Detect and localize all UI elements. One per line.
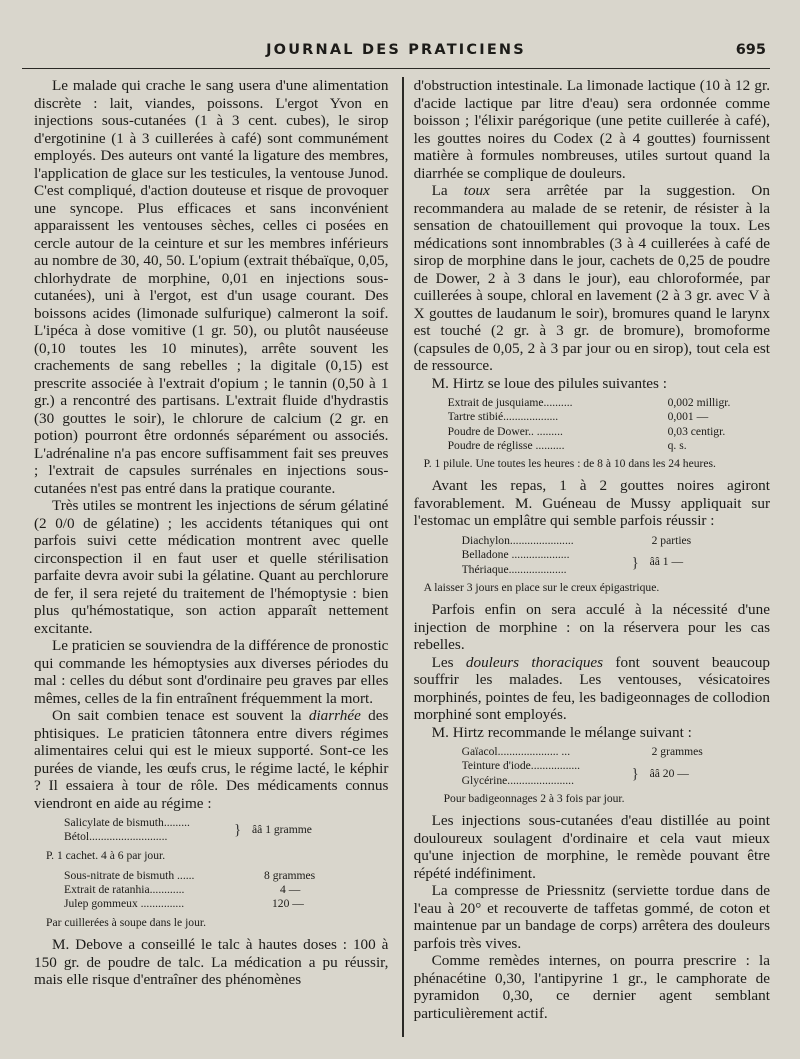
ingredient: Glycérine....................... [461, 773, 574, 787]
ingredient: Gaïacol..................... ... [461, 745, 571, 759]
prescription-plaster [462, 534, 770, 577]
paragraph-hirtz-mixture: M. Hirtz recommande le mélange suivant : [431, 723, 692, 741]
ingredient: Diachylon...................... [461, 533, 574, 547]
quantity: 0,03 centigr. [667, 424, 726, 438]
running-header [22, 34, 770, 69]
ingredient: Poudre de Dower.. ......... [447, 424, 563, 438]
paragraph-morphine-injection: Parfois enfin on sera acculé à la nécessité d'une injection de morphine : on la réservera pour les cas rebelles. [413, 601, 770, 654]
ingredient: Salicylate de bismuth......... [64, 816, 190, 829]
quantity: 0,001 — [667, 410, 709, 424]
ingredient: Sous-nitrate de bismuth ...... [64, 868, 195, 882]
paragraph-priessnitz: La compresse de Priessnitz (serviette tordue dans de l'eau à 20° et recouverte de taffetas gommé, de coton et maintenue par un bandage de corps) arrêtera des douleurs parfois très vives. [413, 882, 770, 952]
prescription-bismuth-ratanhia [64, 869, 388, 912]
brace-glyph: } [631, 554, 639, 571]
prescription-gaiacol [462, 745, 770, 788]
paragraph-cough: La toux sera arrêtée par la suggestion. On recommandera au malade de se retenir, de résister à la sensation de chatouillement qui provoque la toux. Les médications sont innombrables (3 à 4 cuillerées à café de sirop de morphine dans le jour, cachets de 0,25 de poudre de Dower, 2 à 3 dans le jour), eau chloroformée, par cuillerées à soupe, chloral en lavement (2 à 3 gr. avec V à X gouttes de laudanum le soir), bromures quand le larynx est touché (2 gr. à 3 gr. de bromure), bromoforme (capsules de 0,05, 2 à 3 par jour ou en sirop), tout cela est de ressource. [413, 182, 770, 374]
paragraph-hirtz-pills: M. Hirtz se loue des pilules suivantes : [431, 374, 667, 392]
paragraph-gelatin-serum: Très utiles se montrent les injections de sérum gélatiné (2 0/0 de gélatine) ; les accidents tétaniques qui ont parfois suivi cette médication montrent avec quelle circonspection il en faut user et quelle stérilisation parfaite devra avoir subi la gélatine. Quant au perchlorure de fer, il sera rejeté du traitement de l'hémoptysie : bien plus qu'hémostatique, son action apparaît nettement excitante. [34, 497, 389, 637]
prescription-note: Pour badigeonnages 2 à 3 fois par jour. [443, 792, 625, 806]
paragraph-talc: M. Debove a conseillé le talc à hautes doses : 100 à 150 gr. de poudre de talc. La médication a pu réussir, mais elle risque d'entraîner des phénomènes [34, 936, 389, 989]
quantity: ââ 20 — [649, 766, 689, 780]
ingredient: Extrait de jusquiame.......... [447, 396, 573, 409]
emphasis-diarrhea: diarrhée [308, 707, 361, 724]
ingredient: Tartre stibié................... [447, 410, 559, 424]
column-divider [402, 77, 403, 1037]
paragraph-hemoptysis-treatment: Le malade qui crache le sang usera d'une alimentation discrète : lait, viandes, poissons. L'ergot Yvon en injections sous-cutanées (1 à 3 cent. cubes), le sirop d'ergotinine (1 à 3 cuillerées à café) sont communément employés. Des auteurs ont vanté la ligature des membres, l'application de glace sur les testicules, la ventouse Junod. C'est compliqué, d'action douteuse et risque de provoquer une syncope. Plus efficaces et sans inconvénient apparaissent les ventouses sèches, celles ci posées en cercle autour de la ceinture et sur les membres inférieurs au nombre de 30, 40, 50. L'opium (extrait thébaïque, 0,05, chlorhydrate de morphine, 0,01 en injections sous-cutanées), uni à l'ergot, est d'un usage courant. Des boissons acides (limonade sulfurique) calmeront la soif. L'ipéca à dose vomitive (1 gr. 50), ou plutôt nauséeuse (0,10 toutes les 10 minutes), arrête souvent les crachements de sang rebelles ; la digitale (0,15) est prescrite associée à l'extrait d'opium ; le tannin (0,50 à 1 gr.) a rencontré des partisans. L'extrait fluide d'hydrastis (30 gouttes le soir), le chlorure de calcium (2 gr. en potion) pourront être ordonnés séparément ou associés. L'adrénaline n'a pas encore suffisamment fait ses preuves ; l'extrait de capsules surrénales en injections sous-cutanées n'est pas entré dans la pratique courante. [34, 77, 389, 497]
journal-title: JOURNAL DES PRATICIENS [266, 42, 526, 58]
quantity: ââ 1 gramme [252, 823, 312, 837]
ingredient: Thériaque.................... [461, 562, 567, 576]
quantity: q. s. [667, 438, 687, 452]
prescription-pills [448, 396, 770, 453]
ingredient: Teinture d'iode................. [461, 759, 581, 773]
two-column-body [22, 77, 770, 1037]
page-number: 695 [735, 42, 766, 58]
quantity: 8 grammes [264, 868, 316, 882]
brace-glyph: } [234, 822, 242, 839]
paragraph-thoracic-pain: Les douleurs thoraciques font souvent beaucoup souffrir les malades. Les ventouses, vésicatoires morphinés, pointes de feu, les badigeonnages de collodion morphiné sont employés. [413, 653, 771, 724]
quantity: 2 grammes [651, 745, 703, 759]
quantity: 0,002 milligr. [667, 396, 731, 409]
ingredient: Bétol........................... [64, 830, 168, 844]
paragraph-black-drops: Avant les repas, 1 à 2 gouttes noires agiront favorablement. M. Guéneau de Mussy appliquait sur l'estomac un emplâtre qui semble parfois réussir : [413, 477, 770, 530]
paragraph-distilled-water: Les injections sous-cutanées d'eau distillée au point douloureux soulagent d'ordinaire et cela vaut mieux qu'une injection de morphine, le remède pouvant être répété indéfiniment. [413, 812, 770, 882]
prescription-note: P. 1 cachet. 4 à 6 par jour. [46, 848, 166, 862]
left-column [34, 77, 388, 1037]
paragraph-diarrhea: On sait combien tenace est souvent la diarrhée des phtisiques. Le praticien tâtonnera entre divers régimes alimentaires celui qui est le mieux supporté. Sont-ce les purées de viande, les œufs crus, le régime lacté, le képhir ? Il essaiera à tour de rôle. Des médicaments connus viendront en aide au régime : [34, 707, 389, 812]
ingredient: Extrait de ratanhia............ [64, 883, 185, 897]
brace-glyph: } [631, 765, 639, 782]
quantity: 2 parties [651, 533, 692, 547]
quantity: ââ 1 — [649, 555, 684, 569]
prescription-note: A laisser 3 jours en place sur le creux épigastrique. [423, 580, 660, 594]
quantity: 4 — [280, 883, 301, 897]
ingredient: Belladone .................... [461, 548, 570, 562]
paragraph-intestinal: d'obstruction intestinale. La limonade lactique (10 à 12 gr. d'acide lactique par litre d'eau) sera ordonnée comme boisson ; l'élixir parégorique (une petite cuillerée à café), les gouttes noires du Codex (2 à 4 gouttes) fournissent matière à formules nombreuses, utiles surtout quand la diarrhée se complique de douleurs. [413, 77, 770, 182]
ingredient: Julep gommeux ............... [64, 897, 185, 911]
prescription-note: Par cuillerées à soupe dans le jour. [46, 915, 207, 929]
prescription-note: P. 1 pilule. Une toutes les heures : de 8 à 10 dans les 24 heures. [423, 457, 716, 471]
prescription-bismuth-betol [64, 816, 388, 845]
paragraph-internal-remedies: Comme remèdes internes, on pourra prescrire : la phénacétine 0,30, l'antipyrine 1 gr., le camphorate de pyramidon 0,30, ce dernier agent semblant particulièrement actif. [413, 952, 770, 1022]
ingredient: Poudre de réglisse .......... [447, 438, 565, 452]
paragraph-prognosis: Le praticien se souviendra de la différence de pronostic qui commande les hémoptysies aux diverses périodes du mal : celles du début sont d'ordinaire peu graves par elles mêmes, celles de la fin entraînent fréquemment la mort. [34, 637, 389, 707]
right-column [414, 77, 770, 1037]
emphasis-thoracic-pain: douleurs thoraciques [465, 653, 604, 671]
quantity: 120 — [272, 897, 304, 911]
emphasis-cough: toux [463, 182, 490, 199]
